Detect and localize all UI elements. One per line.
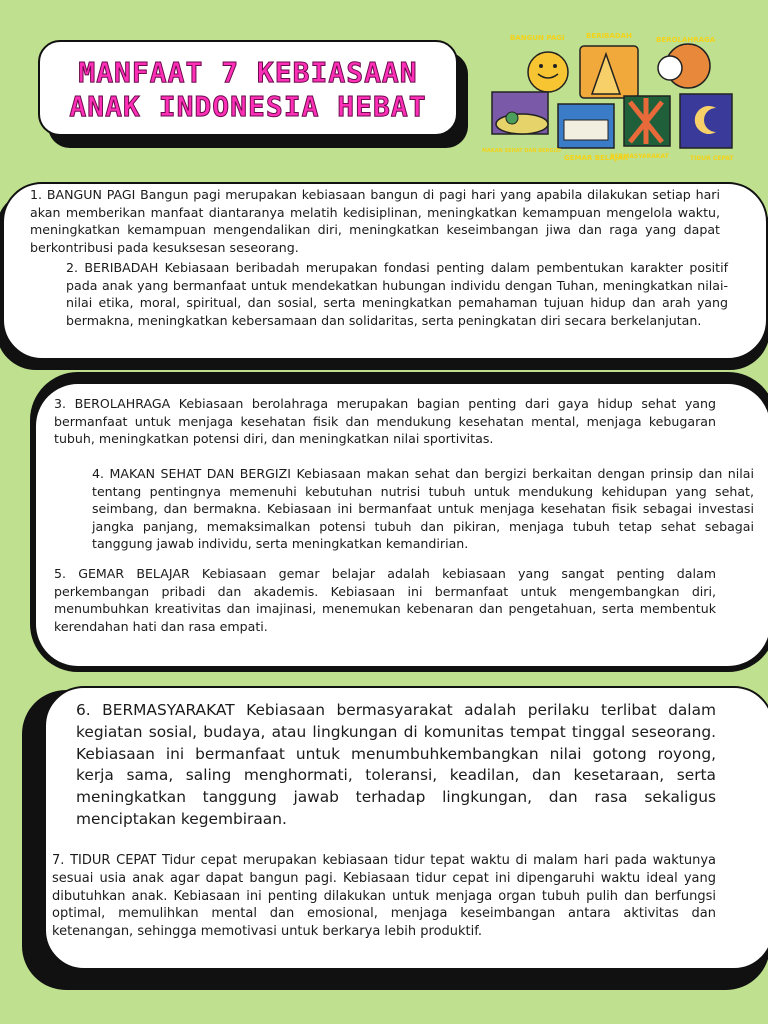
section-beribadah: 2. BERIBADAH Kebiasaan beribadah merupakan fondasi penting dalam pembentukan karakter positif pada anak yang bermanfaat untuk mendekatkan hubungan individu dengan Tuhan, meningkatkan nilai-nilai etika, moral, spiritual, dan sosial, serta meningkatkan pemahaman tujuan hidup dan arah yang bermakna, meningkatkan kebersamaan dan solidaritas, serta peningkatan diri secara berkelanjutan. [66,260,728,328]
section-gemar-belajar: 5. GEMAR BELAJAR Kebiasaan gemar belajar adalah kebiasaan yang sangat penting dalam perkembangan pribadi dan akademis. Kebiasaan ini bermanfaat untuk mengembangkan diri, menumbuhkan kreativitas dan imajinasi, menemukan kebenaran dan pengetahuan, serta membentuk kerendahan hati dan rasa empati. [54,566,716,634]
title-line-2: ANAK INDONESIA HEBAT [69,90,427,123]
section-bermasyarakat: 6. BERMASYARAKAT Kebiasaan bermasyarakat adalah perilaku terlibat dalam kegiatan sosial, budaya, atau lingkungan di komunitas tempat tinggal seseorang. Kebiasaan ini bermanfaat untuk menumbuhkembangkan nilai gotong royong, kerja sama, saling menghormati, toleransi, keadilan, dan kesetaraan, serta meningkatkan tanggung jawab terhadap lingkungan, dan rasa sekaligus menciptakan kegembiraan. [76,701,716,828]
habits-illustration [480,24,742,174]
ball-icon [658,44,710,88]
section-tidur-cepat: 7. TIDUR CEPAT Tidur cepat merupakan kebiasaan tidur tepat waktu di malam hari pada waktunya sesuai usia anak agar dapat bangun pagi. Kebiasaan tidur cepat ini dipengaruhi waktu ideal yang dibutuhkan anak. Kebiasaan ini penting dilakukan untuk menjaga organ tubuh pulih dan berfungsi optimal, memulihkan mental dan emosional, menjaga keseimbangan antara aktivitas dan ketenangan, sehingga memotivasi untuk berkarya lebih produktif. [52,853,716,940]
page-title [40,56,456,124]
hands-together-icon [624,96,670,146]
label-bangun-pagi: BANGUN PAGI [510,34,565,42]
label-gemar-belajar: GEMAR BELAJAR [564,154,629,162]
sun-icon [528,52,568,92]
title-card [38,40,458,136]
title-line-1: MANFAAT 7 KEBIASAAN [78,56,418,89]
label-beribadah: BERIBADAH [586,32,632,40]
label-tidur-cepat: TIDUR CEPAT [690,155,734,162]
section-makan-sehat: 4. MAKAN SEHAT DAN BERGIZI Kebiasaan makan sehat dan bergizi berkaitan dengan prinsip dan nilai tentang pentingnya memenuhi kebutuhan nutrisi tubuh untuk mendukung kehidupan yang sehat, seimbang, dan bermakna. Kebiasaan ini bermanfaat untuk menjaga kesehatan fisik sebagai investasi jangka panjang, memaksimalkan potensi tubuh dan pikiran, menjaga tubuh tetap sehat sebagai tanggung jawab individu, serta meningkatkan kemandirian. [92,466,754,551]
food-icon [492,92,548,134]
label-makan-sehat: MAKAN SEHAT DAN BERGIZI [482,148,561,154]
book-icon [558,104,614,148]
label-berolahraga: BEROLAHRAGA [656,36,716,44]
section-berolahraga: 3. BEROLAHRAGA Kebiasaan berolahraga merupakan bagian penting dari gaya hidup sehat yang bermanfaat untuk menjaga kesehatan fisik dan mendukung kesehatan mental, menjaga kebugaran tubuh, meningkatkan potensi diri, dan meningkatkan nilai sportivitas. [54,396,716,446]
praying-hands-icon [580,46,638,98]
label-bermasyarakat: BERMASYARAKAT [610,153,669,160]
moon-icon [680,94,732,148]
section-bangun-pagi: 1. BANGUN PAGI Bangun pagi merupakan kebiasaan bangun di pagi hari yang apabila dilakukan setiap hari akan memberikan manfaat diantaranya melatih kedisiplinan, meningkatkan kemampuan mengelola waktu, meningkatkan kemampuan mengendalikan diri, meningkatkan keseimbangan jiwa dan raga yang dapat berkontribusi pada kesuksesan seseorang. [30,187,720,255]
